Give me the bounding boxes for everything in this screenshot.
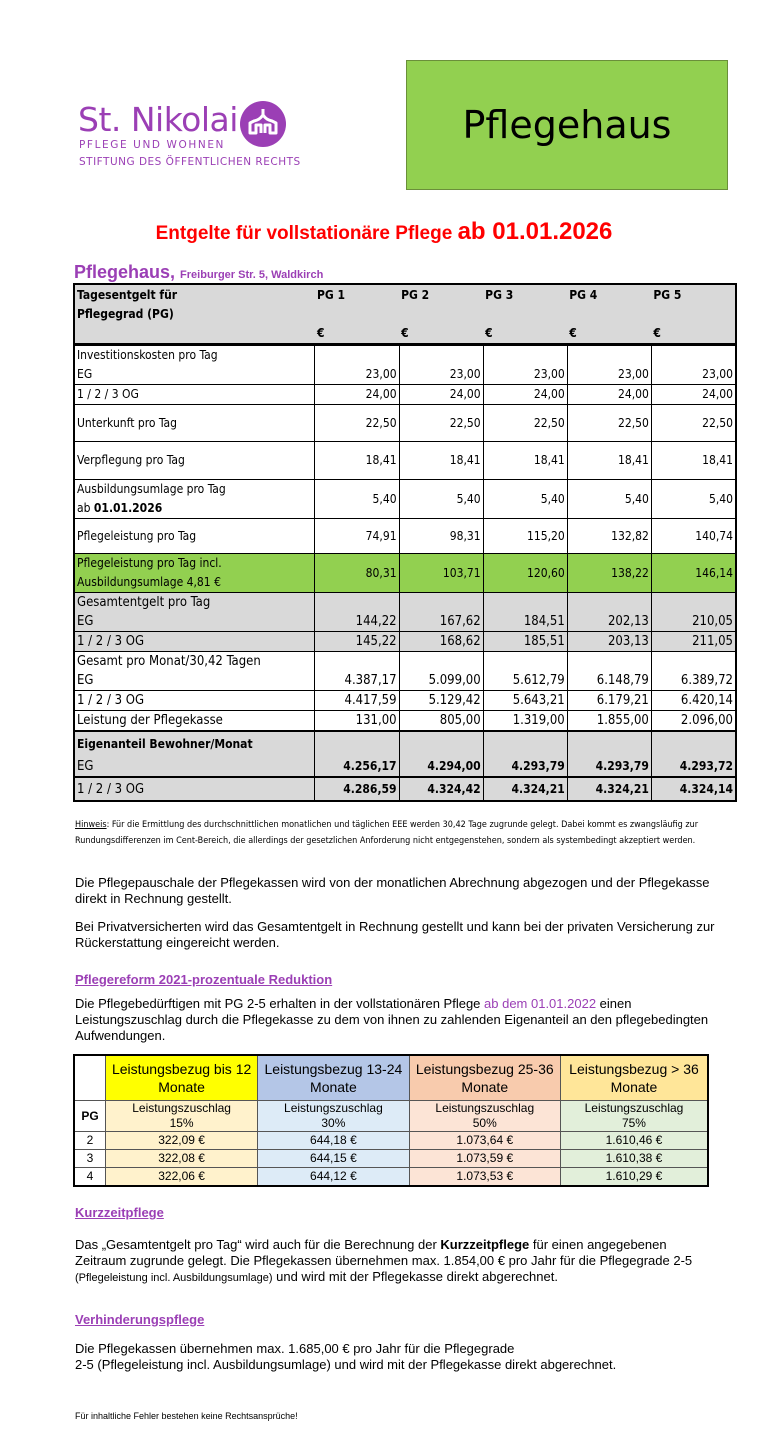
cell-value: 5,40 xyxy=(651,480,736,519)
cell-value: 140,74 xyxy=(651,519,736,554)
table-row xyxy=(74,519,736,554)
cell-value: 131,00 xyxy=(315,711,399,732)
banner-label: Pflegehaus xyxy=(462,103,672,147)
cell-value: 120,60 xyxy=(483,554,567,593)
cell-value: 5.129,42 xyxy=(399,691,483,711)
cell-value: 24,00 xyxy=(399,385,483,405)
cell-value: 74,91 xyxy=(315,519,399,554)
cell-value: 146,14 xyxy=(651,554,736,593)
kurzzeitpflege-text xyxy=(75,1237,715,1286)
cell-value: 24,00 xyxy=(651,385,736,405)
logo-name: St. Nikolai xyxy=(78,100,238,139)
table-row-total xyxy=(74,777,736,801)
section-heading-verhinderungspflege: Verhinderungspflege xyxy=(75,1312,205,1327)
cell-value: 2.096,00 xyxy=(651,711,736,732)
cell-value: 145,22 xyxy=(315,632,399,652)
verhinderungspflege-text xyxy=(75,1341,715,1373)
cell-value: 22,50 xyxy=(567,405,651,442)
paragraph-pflegepauschale: Die Pflegepauschale der Pflegekassen wird von der monatlichen Abrechnung abgezogen und der Pflegekasse direkt in Rechnung gestellt. xyxy=(75,875,710,906)
cell-value: 103,71 xyxy=(399,554,483,593)
cell-value: 4.293,79 xyxy=(483,731,567,777)
cell-value: 144,22 xyxy=(315,593,399,632)
house-title xyxy=(74,262,323,283)
title-date: ab 01.01.2026 xyxy=(457,218,613,245)
row-label: Pflegeleistung pro Tag incl. xyxy=(77,556,222,570)
cell-value: 4.324,42 xyxy=(399,777,483,801)
cell-value: 644,18 € xyxy=(258,1132,409,1150)
cell-value: 644,12 € xyxy=(258,1168,409,1187)
cell-value: 4.324,14 xyxy=(651,777,736,801)
cell-value: 24,00 xyxy=(483,385,567,405)
cell-value: 1.073,53 € xyxy=(409,1168,560,1187)
row-label: Gesamtentgelt pro Tag xyxy=(77,595,211,610)
text-line: 2-5 (Pflegeleistung incl. Ausbildungsumlage) und wird mit der Pflegekasse direkt abgerechnet. xyxy=(75,1357,617,1372)
cell-value: 211,05 xyxy=(651,632,736,652)
section-heading-reform: Pflegereform 2021-prozentuale Reduktion xyxy=(75,972,333,987)
cell-value: 4.293,79 xyxy=(567,731,651,777)
cell-value: 1.073,64 € xyxy=(409,1132,560,1150)
cell-value: 1.610,29 € xyxy=(560,1168,708,1187)
table-row xyxy=(74,480,736,519)
cell-value: 98,31 xyxy=(399,519,483,554)
reform-header-row xyxy=(74,1055,708,1101)
cell-value: 24,00 xyxy=(315,385,399,405)
cell-value: 322,06 € xyxy=(106,1168,258,1187)
row-label: 1 / 2 / 3 OG xyxy=(74,632,315,652)
reform-row xyxy=(74,1150,708,1168)
logo-subtitle-2: STIFTUNG DES ÖFFENTLICHEN RECHTS xyxy=(79,156,301,168)
cell-value: 185,51 xyxy=(483,632,567,652)
hinweis-label: Hinweis xyxy=(75,820,107,830)
house-name: Pflegehaus, xyxy=(74,262,176,282)
cell-value: 5.612,79 xyxy=(483,652,567,691)
cell-value: 6.179,21 xyxy=(567,691,651,711)
cell-value: 644,15 € xyxy=(258,1150,409,1168)
cell-value: 80,31 xyxy=(315,554,399,593)
cell-value: 4.324,21 xyxy=(567,777,651,801)
logo xyxy=(78,100,318,180)
reform-text-part: Die Pflegebedürftigen mit PG 2-5 erhalten in der vollstationären Pflege xyxy=(75,996,485,1011)
reform-table xyxy=(73,1054,709,1187)
subheader-label: Leistungszuschlag xyxy=(132,1101,231,1115)
cell-value: 210,05 xyxy=(651,593,736,632)
cell-value: 23,00 xyxy=(567,345,651,385)
reform-subheader-row xyxy=(74,1101,708,1132)
house-address: Freiburger Str. 5, Waldkirch xyxy=(180,269,324,281)
percentage: 30% xyxy=(321,1116,346,1130)
row-label: Verpflegung pro Tag xyxy=(74,442,315,480)
cell-value: 5.643,21 xyxy=(483,691,567,711)
cell-value: 203,13 xyxy=(567,632,651,652)
row-sublabel: EG xyxy=(77,673,94,688)
cell-value: 6.389,72 xyxy=(651,652,736,691)
percentage: 15% xyxy=(169,1116,194,1130)
paragraph-privatversicherte: Bei Privatversicherten wird das Gesamtentgelt in Rechnung gestellt und kann bei der privaten Versicherung zur Rückerstattung eingereicht werden. xyxy=(75,919,715,950)
cell-value: 4.294,00 xyxy=(399,731,483,777)
table-row xyxy=(74,385,736,405)
cell-value: 4.286,59 xyxy=(315,777,399,801)
cell-value: 184,51 xyxy=(483,593,567,632)
reform-row xyxy=(74,1168,708,1187)
cell-value: 5,40 xyxy=(483,480,567,519)
row-label: 1 / 2 / 3 OG xyxy=(74,691,315,711)
column-header: Leistungsbezug bis 12 Monate xyxy=(106,1055,258,1101)
cell-value: 5,40 xyxy=(567,480,651,519)
cell-value: 1.610,38 € xyxy=(560,1150,708,1168)
section-heading-kurzzeitpflege: Kurzzeitpflege xyxy=(75,1205,164,1220)
logo-subtitle: PFLEGE UND WOHNEN xyxy=(79,139,226,151)
cell-value: 22,50 xyxy=(399,405,483,442)
row-sublabel: Ausbildungsumlage 4,81 € xyxy=(77,575,221,589)
row-label: Leistung der Pflegekasse xyxy=(74,711,315,732)
cell-value: 18,41 xyxy=(315,442,399,480)
cell-value: 23,00 xyxy=(399,345,483,385)
text-bold: Kurzzeitpflege xyxy=(440,1237,530,1252)
cell-value: 22,50 xyxy=(315,405,399,442)
table-row xyxy=(74,442,736,480)
cell-value: 24,00 xyxy=(567,385,651,405)
sub-date: 01.01.2026 xyxy=(93,501,163,515)
table-row xyxy=(74,593,736,632)
cell-value: 805,00 xyxy=(399,711,483,732)
currency-label: € xyxy=(401,326,409,340)
cell-value: 18,41 xyxy=(567,442,651,480)
cell-value: 22,50 xyxy=(483,405,567,442)
cell-value: 1.073,59 € xyxy=(409,1150,560,1168)
cell-value: 5.099,00 xyxy=(399,652,483,691)
column-header: PG 1 xyxy=(316,288,346,302)
church-roof-icon xyxy=(240,101,286,147)
column-header: Leistungsbezug 25-36 Monate xyxy=(409,1055,560,1101)
row-label: Eigenanteil Bewohner/Monat xyxy=(77,737,253,751)
hinweis-text: : Für die Ermittlung des durchschnittlichen monatlichen und täglichen EEE werden 30,42 Tage zugrunde gelegt. Dabei kommt es zwangsläufig zur Rundungsdifferenzen im Cent-Bereich, die allerdings der gesetzlichen Anforderung nicht entgegenstehen, sondern als systembedingt akzeptiert werden. xyxy=(75,820,699,846)
cell-value: 202,13 xyxy=(567,593,651,632)
row-label: Pflegeleistung pro Tag xyxy=(74,519,315,554)
cell-value: 18,41 xyxy=(651,442,736,480)
row-sublabel xyxy=(77,499,312,518)
cell-value: 4.256,17 xyxy=(315,731,399,777)
cell-value: 132,82 xyxy=(567,519,651,554)
cell-value: 6.148,79 xyxy=(567,652,651,691)
cell-value: 322,08 € xyxy=(106,1150,258,1168)
text-part: und wird mit der Pflegekasse direkt abgerechnet. xyxy=(272,1269,558,1284)
cell-value: 18,41 xyxy=(399,442,483,480)
cell-value: 6.420,14 xyxy=(651,691,736,711)
table-row-highlight xyxy=(74,554,736,593)
cell-value: 5,40 xyxy=(399,480,483,519)
reform-text xyxy=(75,996,715,1044)
column-header: PG 5 xyxy=(653,288,682,302)
cell-value: 167,62 xyxy=(399,593,483,632)
cell-value: 22,50 xyxy=(651,405,736,442)
table-row xyxy=(74,405,736,442)
percentage: 50% xyxy=(472,1116,497,1130)
subheader-label: Leistungszuschlag xyxy=(284,1101,383,1115)
cell-value: 1.610,46 € xyxy=(560,1132,708,1150)
cell-value: 115,20 xyxy=(483,519,567,554)
cell-value: 1.319,00 xyxy=(483,711,567,732)
header-label: Tagesentgelt für xyxy=(77,288,178,302)
pg-cell: 3 xyxy=(74,1150,106,1168)
table-row-total xyxy=(74,731,736,777)
cell-value: 23,00 xyxy=(315,345,399,385)
text-part: für einen angegebenen Zeitraum zugrunde gelegt. Die Pflegekassen übernehmen max. 1.854,00 € pro Jahr für die Pflegegrade 2-5 xyxy=(75,1237,693,1268)
subheader-label: Leistungszuschlag xyxy=(435,1101,535,1115)
cell-value: 4.324,21 xyxy=(483,777,567,801)
row-label: 1 / 2 / 3 OG xyxy=(74,777,315,801)
currency-label: € xyxy=(316,326,325,340)
currency-label: € xyxy=(569,326,577,340)
cell-value: 1.855,00 xyxy=(567,711,651,732)
cell-value: 4.417,59 xyxy=(315,691,399,711)
percentage: 75% xyxy=(621,1116,646,1130)
pflegehaus-banner xyxy=(406,60,728,190)
disclaimer: Für inhaltliche Fehler bestehen keine Rechtsansprüche! xyxy=(75,1411,298,1421)
currency-label: € xyxy=(653,326,661,340)
row-sublabel: EG xyxy=(77,614,94,629)
table-row xyxy=(74,711,736,732)
subheader-label: Leistungszuschlag xyxy=(584,1101,684,1115)
text-line: Die Pflegekassen übernehmen max. 1.685,00 € pro Jahr für die Pflegegrade xyxy=(75,1341,515,1356)
currency-label: € xyxy=(485,326,493,340)
sub-prefix: ab xyxy=(77,501,91,515)
row-sublabel: EG xyxy=(77,759,94,774)
row-label: 1 / 2 / 3 OG xyxy=(74,385,315,405)
column-header: Leistungsbezug 13-24 Monate xyxy=(258,1055,409,1101)
table-row xyxy=(74,691,736,711)
cell-value: 4.293,72 xyxy=(651,731,736,777)
hinweis-note xyxy=(75,817,715,849)
cell-value: 23,00 xyxy=(651,345,736,385)
cell-value: 5,40 xyxy=(315,480,399,519)
reform-text-part: einen Leistungszuschlag durch die Pflegekasse zu dem von ihnen zu zahlenden Eigenanteil an den pflegebedingten Aufwendungen. xyxy=(75,996,709,1043)
page-title xyxy=(0,218,768,246)
row-label: Gesamt pro Monat/30,42 Tagen xyxy=(77,654,261,669)
pg-header: PG xyxy=(74,1101,106,1132)
title-text: Entgelte für vollstationäre Pflege xyxy=(155,223,453,244)
column-header: Leistungsbezug > 36 Monate xyxy=(560,1055,708,1101)
table-header xyxy=(74,284,736,345)
row-label: Unterkunft pro Tag xyxy=(74,405,315,442)
cell-value: 18,41 xyxy=(483,442,567,480)
fee-table xyxy=(73,283,737,802)
reform-row xyxy=(74,1132,708,1150)
text-part: Das „Gesamtentgelt pro Tag“ wird auch für die Berechnung der xyxy=(75,1237,441,1252)
row-label: Investitionskosten pro Tag xyxy=(77,348,218,362)
column-header: PG 4 xyxy=(569,288,598,302)
table-row xyxy=(74,345,736,385)
row-sublabel: EG xyxy=(77,367,93,381)
empty-cell xyxy=(74,1055,106,1101)
cell-value: 168,62 xyxy=(399,632,483,652)
cell-value: 138,22 xyxy=(567,554,651,593)
header-label-2: Pflegegrad (PG) xyxy=(77,307,174,321)
table-row xyxy=(74,652,736,691)
column-header: PG 2 xyxy=(401,288,430,302)
column-header: PG 3 xyxy=(485,288,514,302)
pg-cell: 4 xyxy=(74,1168,106,1187)
cell-value: 322,09 € xyxy=(106,1132,258,1150)
cell-value: 23,00 xyxy=(483,345,567,385)
cell-value: 4.387,17 xyxy=(315,652,399,691)
row-label: Ausbildungsumlage pro Tag xyxy=(77,482,226,496)
reform-date-highlight: ab dem 01.01.2022 xyxy=(484,996,597,1011)
text-small: (Pflegeleistung incl. Ausbildungsumlage) xyxy=(75,1272,273,1284)
table-row xyxy=(74,632,736,652)
pg-cell: 2 xyxy=(74,1132,106,1150)
